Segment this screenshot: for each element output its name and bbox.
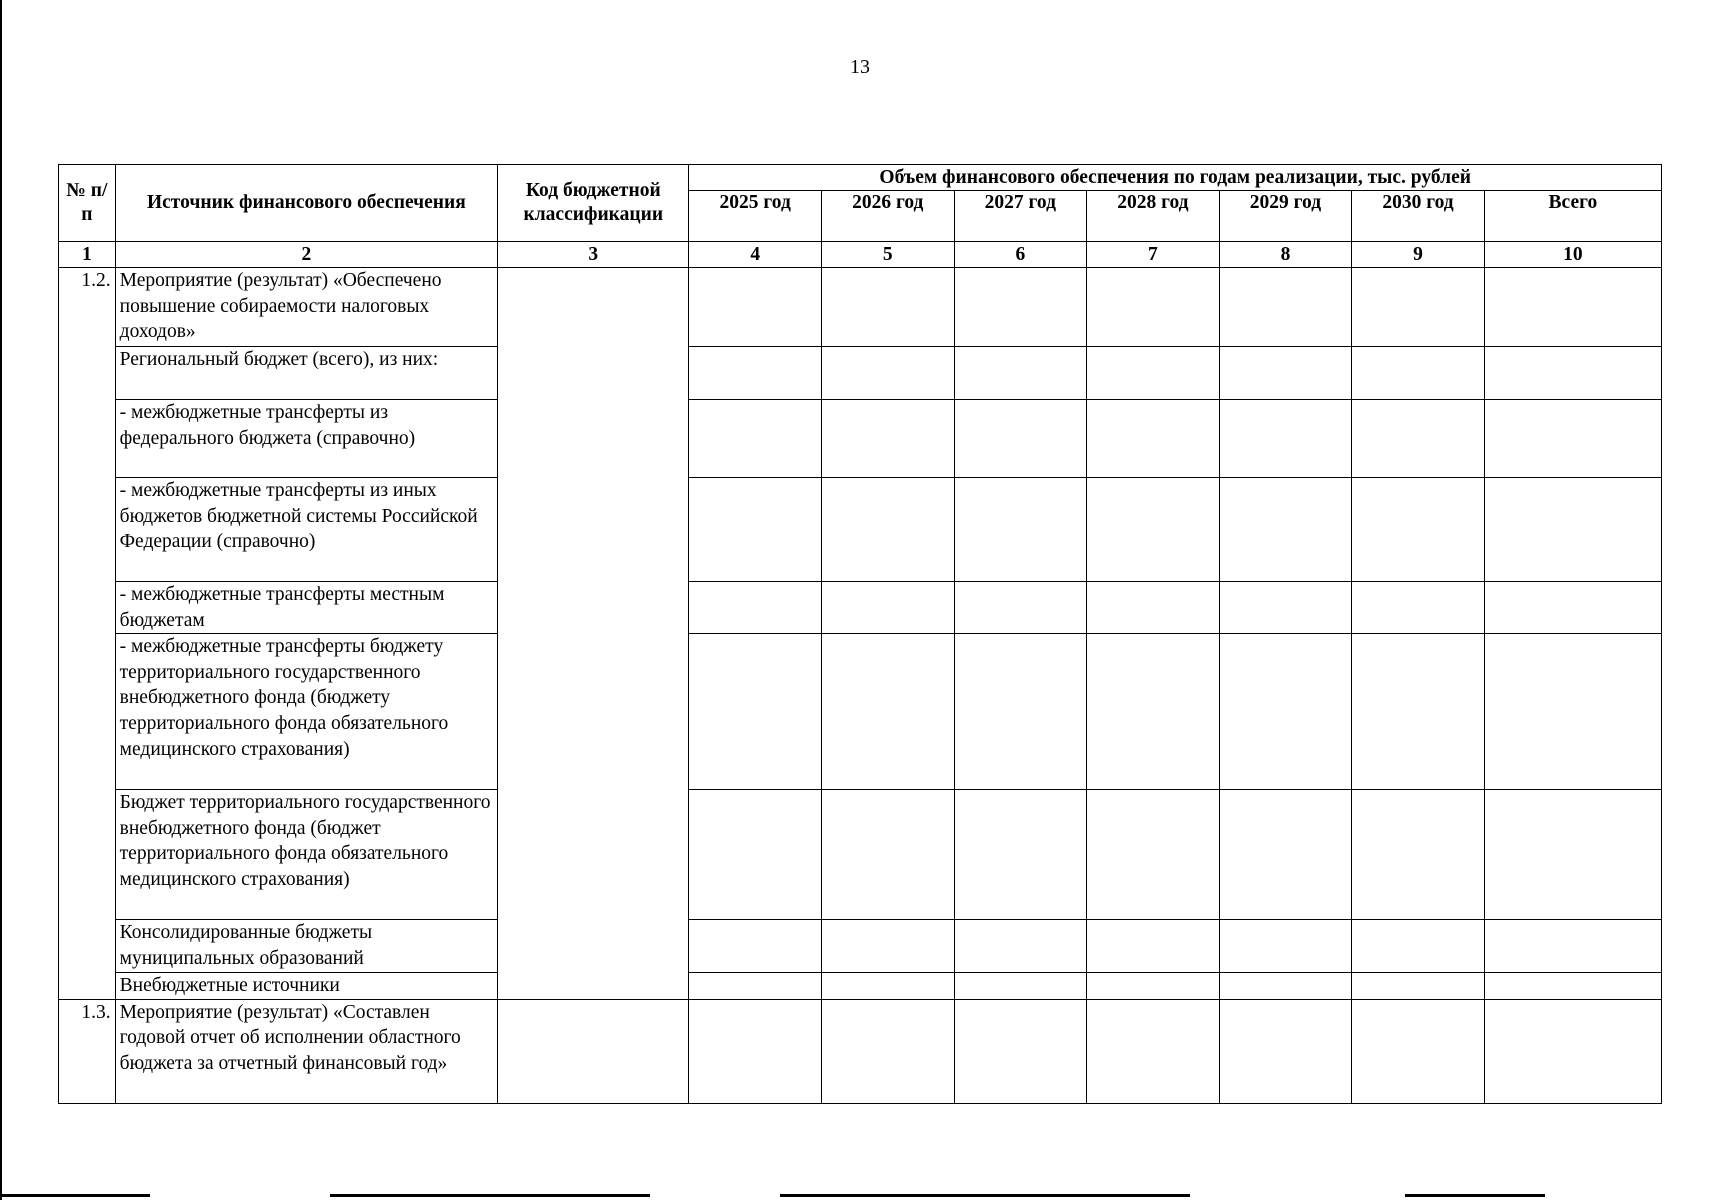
year-value-cell xyxy=(1087,268,1220,347)
year-value-cell xyxy=(954,920,1087,973)
year-value-cell xyxy=(821,999,954,1103)
year-value-cell xyxy=(689,400,822,478)
year-value-cell xyxy=(1087,347,1220,400)
header-year-2025: 2025 год xyxy=(689,191,822,242)
year-value-cell xyxy=(689,973,822,1000)
page-edge xyxy=(0,0,2,1200)
year-value-cell xyxy=(954,268,1087,347)
year-value-cell xyxy=(1352,634,1485,790)
year-value-cell xyxy=(821,400,954,478)
row-number: 1.3. xyxy=(59,999,116,1103)
page-number: 13 xyxy=(850,56,870,78)
year-value-cell xyxy=(1219,582,1352,634)
scan-edge-line xyxy=(330,1194,650,1197)
year-value-cell xyxy=(821,268,954,347)
budget-code-cell xyxy=(498,999,689,1103)
year-value-cell xyxy=(689,790,822,920)
year-value-cell xyxy=(1087,920,1220,973)
scan-edge-line xyxy=(0,1194,150,1197)
total-value-cell xyxy=(1484,268,1661,347)
table-row xyxy=(59,347,1662,400)
header-year-2026: 2026 год xyxy=(821,191,954,242)
funding-source: Региональный бюджет (всего), из них: xyxy=(115,347,498,400)
year-value-cell xyxy=(821,634,954,790)
year-value-cell xyxy=(954,634,1087,790)
scan-edge-line xyxy=(1405,1194,1545,1197)
year-value-cell xyxy=(1087,478,1220,582)
funding-source: Мероприятие (результат) «Обеспечено повышение собираемости налоговых доходов» xyxy=(115,268,498,347)
year-value-cell xyxy=(954,790,1087,920)
year-value-cell xyxy=(1087,973,1220,1000)
year-value-cell xyxy=(1352,400,1485,478)
column-number: 5 xyxy=(821,242,954,268)
funding-source: Внебюджетные источники xyxy=(115,973,498,1000)
total-value-cell xyxy=(1484,634,1661,790)
header-year-2027: 2027 год xyxy=(954,191,1087,242)
year-value-cell xyxy=(1219,920,1352,973)
year-value-cell xyxy=(821,973,954,1000)
year-value-cell xyxy=(689,999,822,1103)
table-row xyxy=(59,920,1662,973)
year-value-cell xyxy=(1219,400,1352,478)
year-value-cell xyxy=(1352,790,1485,920)
total-value-cell xyxy=(1484,347,1661,400)
year-value-cell xyxy=(1219,634,1352,790)
header-number: № п/п xyxy=(59,165,116,242)
funding-source: - межбюджетные трансферты местным бюджетам xyxy=(115,582,498,634)
table-row xyxy=(59,973,1662,1000)
year-value-cell xyxy=(689,478,822,582)
financing-table xyxy=(58,164,1662,1104)
funding-source: - межбюджетные трансферты из федерального бюджета (справочно) xyxy=(115,400,498,478)
row-number: 1.2. xyxy=(59,268,116,1000)
year-value-cell xyxy=(954,582,1087,634)
table-row xyxy=(59,268,1662,347)
header-year-2029: 2029 год xyxy=(1219,191,1352,242)
year-value-cell xyxy=(1219,973,1352,1000)
year-value-cell xyxy=(1352,478,1485,582)
year-value-cell xyxy=(954,999,1087,1103)
header-year-2028: 2028 год xyxy=(1087,191,1220,242)
year-value-cell xyxy=(1219,999,1352,1103)
funding-source: Бюджет территориального государственного внебюджетного фонда (бюджет территориального фонда обязательного медицинского страхования) xyxy=(115,790,498,920)
year-value-cell xyxy=(1352,347,1485,400)
year-value-cell xyxy=(821,790,954,920)
table-row xyxy=(59,790,1662,920)
budget-code-cell xyxy=(498,268,689,1000)
year-value-cell xyxy=(689,634,822,790)
funding-source: Мероприятие (результат) «Составлен годовой отчет об исполнении областного бюджета за отчетный финансовый год» xyxy=(115,999,498,1103)
total-value-cell xyxy=(1484,973,1661,1000)
year-value-cell xyxy=(1087,790,1220,920)
column-number: 8 xyxy=(1219,242,1352,268)
table-row xyxy=(59,582,1662,634)
year-value-cell xyxy=(1352,582,1485,634)
year-value-cell xyxy=(954,347,1087,400)
year-value-cell xyxy=(689,920,822,973)
column-number: 10 xyxy=(1484,242,1661,268)
year-value-cell xyxy=(1352,268,1485,347)
column-number: 1 xyxy=(59,242,116,268)
header-year-2030: 2030 год xyxy=(1352,191,1485,242)
header-kbk: Код бюджетной классификации xyxy=(498,165,689,242)
scan-edge-line xyxy=(780,1194,1190,1197)
year-value-cell xyxy=(1087,400,1220,478)
year-value-cell xyxy=(1219,790,1352,920)
table-row xyxy=(59,400,1662,478)
year-value-cell xyxy=(689,582,822,634)
table-row xyxy=(59,999,1662,1103)
year-value-cell xyxy=(1087,999,1220,1103)
column-number: 4 xyxy=(689,242,822,268)
total-value-cell xyxy=(1484,999,1661,1103)
table-row xyxy=(59,634,1662,790)
year-value-cell xyxy=(821,478,954,582)
column-number: 9 xyxy=(1352,242,1485,268)
funding-source: - межбюджетные трансферты бюджету территориального государственного внебюджетного фонда (бюджету территориального фонда обязательного медицинского страхования) xyxy=(115,634,498,790)
total-value-cell xyxy=(1484,582,1661,634)
funding-source: Консолидированные бюджеты муниципальных образований xyxy=(115,920,498,973)
year-value-cell xyxy=(821,582,954,634)
year-value-cell xyxy=(1219,478,1352,582)
funding-source: - межбюджетные трансферты из иных бюджетов бюджетной системы Российской Федерации (справочно) xyxy=(115,478,498,582)
column-number: 2 xyxy=(115,242,498,268)
year-value-cell xyxy=(1352,920,1485,973)
total-value-cell xyxy=(1484,790,1661,920)
column-number: 6 xyxy=(954,242,1087,268)
column-number: 3 xyxy=(498,242,689,268)
year-value-cell xyxy=(1219,268,1352,347)
table-row xyxy=(59,478,1662,582)
header-total: Всего xyxy=(1484,191,1661,242)
column-number: 7 xyxy=(1087,242,1220,268)
year-value-cell xyxy=(821,920,954,973)
year-value-cell xyxy=(954,973,1087,1000)
year-value-cell xyxy=(689,347,822,400)
year-value-cell xyxy=(1219,347,1352,400)
year-value-cell xyxy=(689,268,822,347)
total-value-cell xyxy=(1484,920,1661,973)
total-value-cell xyxy=(1484,478,1661,582)
header-funding-volume: Объем финансового обеспечения по годам реализации, тыс. рублей xyxy=(689,165,1662,191)
year-value-cell xyxy=(1352,999,1485,1103)
year-value-cell xyxy=(954,478,1087,582)
year-value-cell xyxy=(1352,973,1485,1000)
header-source: Источник финансового обеспечения xyxy=(115,165,498,242)
year-value-cell xyxy=(1087,634,1220,790)
table-body xyxy=(59,268,1662,1104)
year-value-cell xyxy=(1087,582,1220,634)
total-value-cell xyxy=(1484,400,1661,478)
year-value-cell xyxy=(954,400,1087,478)
year-value-cell xyxy=(821,347,954,400)
